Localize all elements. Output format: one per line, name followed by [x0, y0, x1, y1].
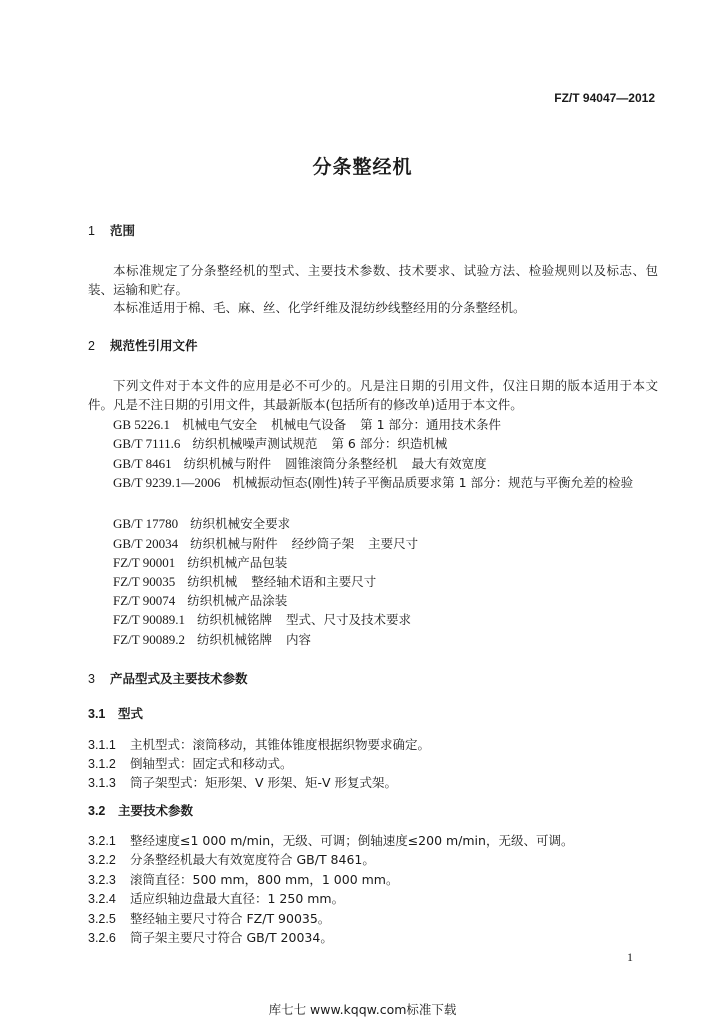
clause-text: 分条整经机最大有效宽度符合 GB/T 8461。 [130, 852, 375, 867]
reference-title: 纺织机械产品涂装 [187, 593, 288, 608]
section-heading-scope [88, 221, 135, 239]
reference-title: 最大有效宽度 [411, 456, 487, 471]
section-number: 3 [88, 672, 95, 686]
reference-item [113, 553, 287, 571]
reference-code: GB 5226.1 [113, 417, 171, 432]
clause-number: 3.2.5 [88, 912, 116, 926]
section-heading-product-type [88, 669, 248, 687]
clause-text: 滚筒直径：500 mm，800 mm，1 000 mm。 [130, 872, 399, 887]
clause-text: 适应织轴边盘最大直径：1 250 mm。 [130, 891, 345, 906]
reference-title: 纺织机械噪声测试规范 [192, 436, 318, 451]
reference-code: GB/T 8461 [113, 456, 172, 471]
reference-item [88, 473, 660, 492]
clause-item [88, 909, 330, 927]
reference-title: 主要尺寸 [368, 536, 419, 551]
clause-number: 3.2.6 [88, 931, 116, 945]
clause-item [88, 928, 333, 946]
reference-title: 纺织机械 [187, 574, 238, 589]
standard-code: FZ/T 94047—2012 [554, 91, 655, 105]
reference-title: 第 1 部分：通用技术条件 [360, 417, 501, 432]
reference-item [113, 514, 290, 532]
reference-item [113, 534, 418, 552]
clause-text: 整经轴主要尺寸符合 FZ/T 90035。 [130, 911, 331, 926]
reference-title: 机械电气安全 [182, 417, 258, 432]
clause-text: 主机型式：滚筒移动，其锥体锥度根据织物要求确定。 [130, 737, 431, 752]
page-number: 1 [627, 950, 633, 964]
clause-text: 筒子架主要尺寸符合 GB/T 20034。 [130, 930, 333, 945]
section-number: 1 [88, 224, 95, 238]
clause-item [88, 870, 398, 888]
reference-title: 纺织机械与附件 [190, 536, 278, 551]
clause-item [88, 831, 573, 849]
reference-item [113, 630, 311, 648]
reference-item [113, 591, 287, 609]
section-number: 2 [88, 339, 95, 353]
clause-number: 3.2.2 [88, 853, 116, 867]
reference-code: FZ/T 90074 [113, 593, 176, 608]
reference-code: GB/T 9239.1—2006 [113, 475, 221, 490]
clause-text: 倒轴型式：固定式和移动式。 [130, 756, 293, 771]
clause-item [88, 773, 397, 791]
reference-code: GB/T 17780 [113, 516, 179, 531]
section-title: 产品型式及主要技术参数 [110, 671, 248, 686]
clause-number: 3.1.2 [88, 757, 116, 771]
reference-item [113, 454, 487, 472]
reference-code: FZ/T 90035 [113, 574, 176, 589]
reference-code: GB/T 20034 [113, 536, 179, 551]
reference-title: 机械电气设备 [271, 417, 347, 432]
footer-watermark-link[interactable]: 库七七 www.kqqw.com标准下载 [268, 1002, 457, 1017]
section-title: 范围 [110, 223, 136, 238]
clause-number: 3.2.3 [88, 873, 116, 887]
subsection-heading-type [88, 704, 143, 722]
reference-title: 纺织机械与附件 [183, 456, 272, 471]
reference-item [113, 415, 501, 433]
reference-title: 纺织机械产品包装 [187, 555, 288, 570]
reference-code: FZ/T 90089.1 [113, 612, 185, 627]
section-heading-references [88, 336, 198, 354]
clause-text: 筒子架型式：矩形架、V 形架、矩-V 形复式架。 [130, 775, 398, 790]
scope-paragraph-2: 本标准适用于棉、毛、麻、丝、化学纤维及混纺纱线整经用的分条整经机。 [113, 300, 526, 315]
reference-title: 第 1 部分：规范与平衡允差的检验 [442, 475, 634, 490]
clause-item [88, 735, 430, 753]
section-title: 规范性引用文件 [110, 338, 198, 353]
reference-title: 恒态(刚性)转子平衡品质要求 [282, 475, 443, 490]
subsection-title: 型式 [118, 706, 144, 721]
subsection-title: 主要技术参数 [118, 803, 194, 818]
clause-number: 3.2.1 [88, 834, 116, 848]
reference-title: 纺织机械铭牌 [197, 632, 273, 647]
clause-item [88, 850, 375, 868]
reference-title: 第 6 部分：织造机械 [331, 436, 448, 451]
clause-number: 3.1.1 [88, 738, 116, 752]
reference-item [113, 572, 376, 590]
reference-title: 整经轴术语和主要尺寸 [251, 574, 377, 589]
reference-code: FZ/T 90089.2 [113, 632, 185, 647]
reference-code: GB/T 7111.6 [113, 436, 181, 451]
reference-title: 纺织机械安全要求 [190, 516, 291, 531]
subsection-heading-params [88, 801, 193, 819]
clause-item [88, 889, 344, 907]
reference-title: 机械振动 [232, 475, 283, 490]
reference-title: 内容 [286, 632, 312, 647]
reference-title: 型式、尺寸及技术要求 [286, 612, 412, 627]
reference-title: 纺织机械铭牌 [197, 612, 273, 627]
reference-item [113, 434, 447, 452]
references-intro: 下列文件对于本文件的应用是必不可少的。凡是注日期的引用文件，仅注日期的版本适用于本文件。凡是不注日期的引用文件，其最新版本(包括所有的修改单)适用于本文件。 [88, 378, 658, 412]
reference-title: 圆锥滚筒分条整经机 [285, 456, 398, 471]
reference-item [113, 610, 411, 628]
reference-title: 经纱筒子架 [291, 536, 355, 551]
clause-text: 整经速度≤1 000 m/min，无级、可调；倒轴速度≤200 m/min，无级、可调。 [130, 833, 574, 848]
scope-paragraph-1: 本标准规定了分条整经机的型式、主要技术参数、技术要求、试验方法、检验规则以及标志、包装、运输和贮存。 [88, 263, 658, 297]
subsection-number: 3.1 [88, 707, 106, 721]
clause-number: 3.1.3 [88, 776, 116, 790]
subsection-number: 3.2 [88, 804, 106, 818]
document-title: 分条整经机 [312, 156, 413, 178]
clause-number: 3.2.4 [88, 892, 116, 906]
clause-item [88, 754, 293, 772]
reference-code: FZ/T 90001 [113, 555, 176, 570]
